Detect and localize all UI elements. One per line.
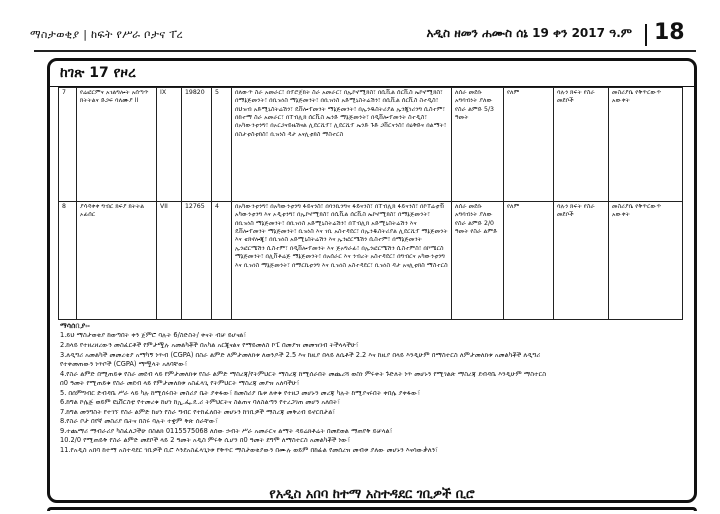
vacancy-count: 5 [212, 88, 232, 202]
note-item: 7.ከግል መንግስት የተገኘ የስራ ልምድ ከሆነ የስራ ግብር የተከፈለበት መሆኑን ከገቢዎች ማስረጃ መቅረብ ይኖርበታል፣ [60, 407, 336, 416]
education-requirements: በለውጥ ስራ አመራር፣ በፕሮጀክት ስራ አመራር፣ በኢኮኖሚክስ፣ በሲቪል ሰርቪስ ኤኮኖሚክስ፣ በማኔጅመንት፣ በቢዝነስ ማኔጅመንት፣ በቢዝነስ አድሚኒስትሬሽን፣ በሲቪል ሰርቪስ ስተዲስ፣ በህዝብ አድሚኒስትሬሽን፣ ዴቨሎፕመንት ማኔጅመንት፣ በኢንዱስትሪያል ኢንጂነሪንግ ሲስተም፣ በከተማ ስራ አመራር፣ በፐብሊክ ሰርቪስ ኤንድ ማኔጅመንት፣ በዲቨሎፕመንት ስተዲስ፣ በአካውንቲንግ፣ በኦርጋናይዜሽናል ሊደርሺፕ፣ ሊደርሺፕ ኤንድ ጉድ ጋቨርናንስ፣ በዕቅድና በልማት፣ በስታቲስቲክስ፣ ቢዝነስ ዳታ አናሊቲክስ ማስተርስ [232, 88, 452, 202]
employment-type: መስሪያቤ የቅጥርውጥ አውቀት [609, 88, 683, 202]
vacancy-table [58, 87, 683, 320]
salary: 12765 [182, 202, 212, 320]
job-title: የሬፎርምና አገልግሎት አሰጣጥ ክትትልና ድጋፍ ባለሙያ II [77, 88, 157, 202]
education-requirements: በአካውንቲንግ፣ በአካውንቲንግ ፋይናንስ፣ በባንኪንግና ፋይናንስ፣ በፐብሊክ ፋይናንስ፣ በኮፐሬቲቭ አካውንቲንግ እና ኦዲቲንግ፣ በኢኮኖሚክስ፣ በሲቪል ሰርቪስ ኤኮኖሚክስ፣ በማኔጅመንት፣ በቢዝነስ ማኔጅመንት፣ በቢዝነስ አድሚኒስትሬሽን፣ በፐብሊክ አድሚኒስትሬሽን እና ዴቨሎፕመንት ማኔጅመንት፣ ቢዝነስ እና ገቢ አስተዳደር፣ በኢንዱስትሪያል ሊደርሺፕ ማኔጅመንት እና ቴክኖሎጂ፣ በቢዝነስ አድሚኒስትሬሽን እና ኢንፎርሜሽን ሲስተም፣ በማኔጅመንት ኢንፎርሜሽን ሲስተም፣ በዲቨሎፕመንት እና ጅኦግራፊ፣ በኢንፎርሜሽን ሲስተምስ፣ በኮሜርስ ማኔጅመንት፣ በሊቨቶሬጅ ማኔጅመንት፣ በአሰራር እና ንብረት አስተዳደር፣ በግብርና አካውንቲንግ እና ቢዝነስ ማኔጅመንት፣ በማርኬቲንግ እና ቢዝነስ አስተዳደር፣ ቢዝነስ ዳታ አናሊቲክስ ማስተርስ [232, 202, 452, 320]
row-number: 8 [59, 202, 77, 320]
issuing-office: የአዲስ አበባ ከተማ አስተዳደር ገቢዎች ቢሮ [269, 487, 475, 502]
employment-type: መስሪያቤ የቅጥርውጥ አውቀት [609, 202, 683, 320]
page-header [0, 0, 720, 52]
note-item: 3.ለዲግሪ አመልካች መመረቂያ አማካኝ ነጥብ (CGPA) በስራ ልምድ ለምታመለክቱ ለወንዶች 2.5 እና ከዚያ በላይ ለሴቶች 2.2 እና ከዚያ በላይ እንዲሁም በማስተርስ ለምታመለክቱ አመልካቾች ለዲግሪ [60, 350, 541, 359]
page-number: 18 [654, 20, 685, 45]
note-item: 6.ከግል ኮሌጅ ወይም ዩኒቨርስቲ የተመረቁ ከሆነ ከኢ.ፌ.ዴ.ሪ ትምህርትና ስልጠና ባለስልጣን የተረጋገጠ መሆን አለበት፣ [60, 398, 341, 407]
training: የለም [504, 88, 554, 202]
job-title: ያሳዳቀቀ ግብር ክፍያ ክትትል ኦፊሰር [77, 202, 157, 320]
job-grade: IX [157, 88, 182, 202]
header-rule [34, 50, 696, 52]
note-item: 5. በሰምግብር ድብዳቤ ሥራ ላይ ካሉ ከሚሰሩበት መስሪያ ቤት ያቀፋው፣ ከመስሪያ ቤቱ ለቀቁ የተዘጋ መሆኑን መረጃ ካሉት ከሚያናሩበት ቀበሌ ያቀፋው፣ [60, 388, 421, 397]
note-item: 4.የስራ ልምድ በሚጠይቁ የስራ መደብ ላይ የምታመለክቱ የስራ ልምድ ማስረጃ/የትምህርት ማስረጃ ከሚሰራበት መጨረሻ ወስነ ምሩቀት ጉድለት ነጥ መሆኑን የሚገልጽ ማስረጃ ደብዳቤ እንዲሁም ማስተርስ [60, 369, 547, 378]
salary: 19820 [182, 88, 212, 202]
continued-from-label: ከገጽ 17 የዞረ [60, 65, 136, 81]
notes-section [60, 321, 690, 456]
experience-requirement: ለሰራ መደቡ አግባብነት ያለው የስራ ልምድ 2/0 ዓመት የስራ ልምድ [452, 202, 504, 320]
note-item: 11.የአዲስ አበባ ከተማ አስተዳደር ገቢዎች ቢሮ እንደአስፈላጊነቱ የቅጥር ማስታወቂያውን በሙሉ ወይም በከፊል የመሰረዝ መብቱ ያለው መሆኑን እናሳውቃለን፣ [60, 446, 438, 454]
notes-heading: ማሳሰቢያ፡- [60, 321, 91, 330]
work-location: ባሉን ክፍት የስራ መደቦች [554, 88, 609, 202]
note-item: 8.የስራ ቦታ በየኛ መስሪያ ቤትና በስሩ ባሉት ተቋም ቅጽ ሰራቸው፣ [60, 417, 218, 426]
row-number: 7 [59, 88, 77, 202]
note-item: 1.ይህ ማስታወቂያ ከወጣበት ቀን ጀምሮ ባሉት 6/ስድስት/ ቀናት ብቻ ይሆናል፣ [60, 331, 247, 340]
next-box-edge [47, 507, 697, 511]
work-location: ባሉን ክፍት የስራ መደቦች [554, 202, 609, 320]
note-item: በ0 ዓመት የሚጠይቁ የስራ መደብ ላይ የምታመለክቱ አስፈላጊ የትምህርት ማስረጃ መያዝ አለባችሁ፣ [60, 379, 300, 388]
advertisement-box [47, 58, 697, 503]
note-item: 2.ከላይ የተዘረዘረውን መስፈርቶች የምታሟሉ አመልካቾች በአካል አርጂናልና የማይመለስ ኮፒ በመያዝ መመዝገብ ትችላላችሁ፣ [60, 340, 359, 349]
table-row [59, 88, 683, 202]
vacancy-count: 4 [212, 202, 232, 320]
table-row [59, 202, 683, 320]
header-separator [645, 24, 647, 46]
training: የለም [504, 202, 554, 320]
experience-requirement: ለሰራ መደቡ አግባብነት ያለው የስራ ልምድ 5/3 ዓመት [452, 88, 504, 202]
note-item: 9.ተጨማሪ ማብራሪያ ካስፈለጋችሁ በስልክ 0115575068 ለሰው ኃብት ሥራ አመራርና ልማት ዳይሬክቶሬት በመደወል ማጠየቅ ይቻላል፣ [60, 426, 393, 435]
section-label: ማስታወቂያ | ከፍት የሥራ ቦታና ፐረ [30, 28, 184, 41]
newspaper-dateline: አዲስ ዘመን ሐሙስ ሰኔ 19 ቀን 2017 ዓ.ም [426, 26, 632, 40]
job-grade: VII [157, 202, 182, 320]
note-item: የተቀመጠውን ነጥቦች (CGPA) ማሟላት አለባቸው፣ [60, 360, 188, 369]
note-item: 10.2/0 የሚጠይቅ የስራ ልምድ መደቦች ላይ 2 ዓመት አዲስ ምሩቅ ሲሆን በ0 ዓመት ደግሞ ለማስተርስ አመልካቾች ነው፣ [60, 436, 351, 445]
